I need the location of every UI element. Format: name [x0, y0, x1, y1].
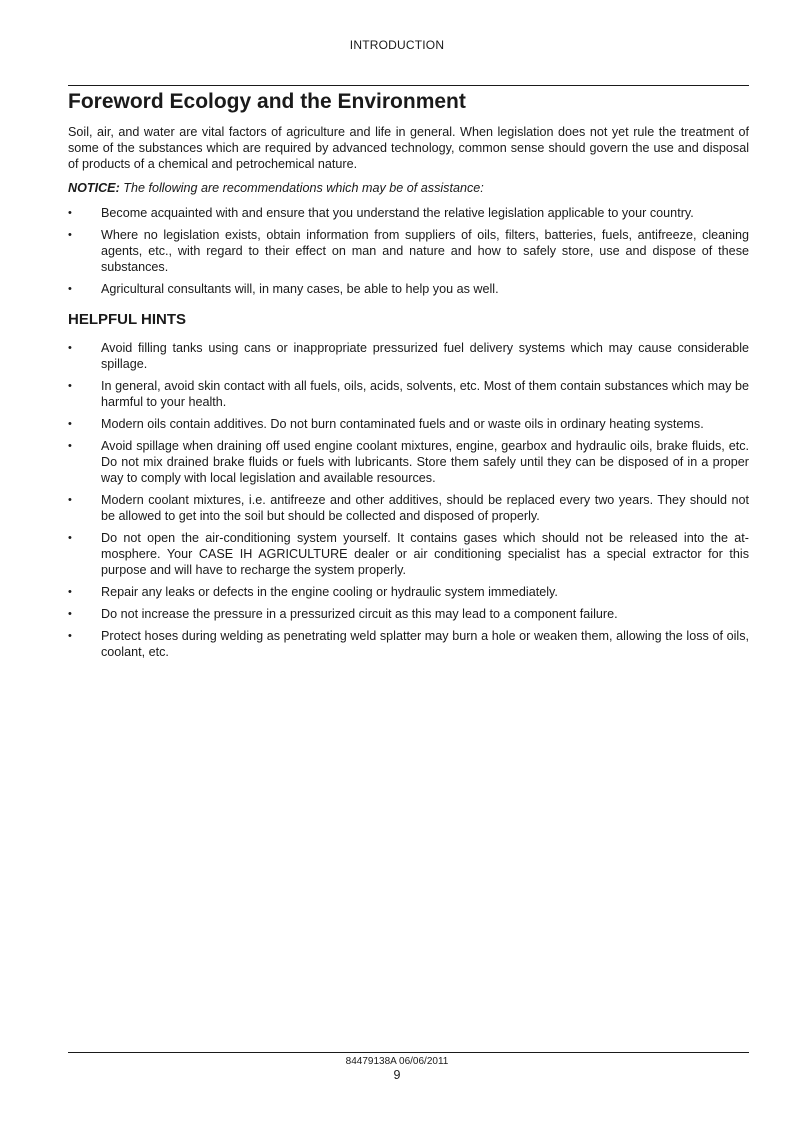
- header-rule: [68, 85, 749, 86]
- list-item: [68, 492, 749, 524]
- notice-text: The following are recommendations which may be of assistance:: [119, 181, 484, 195]
- list-item: [68, 606, 749, 622]
- list-item-text: Agricultural consultants will, in many cases, be able to help you as well.: [101, 282, 499, 296]
- list-item-text: Avoid filling tanks using cans or inappropriate pressurized fuel delivery systems which may cause considerable spillage.: [101, 341, 749, 371]
- list-item-text: Modern oils contain additives. Do not burn contaminated fuels and or waste oils in ordinary heating systems.: [101, 417, 704, 431]
- list-item: [68, 378, 749, 410]
- intro-paragraph: Soil, air, and water are vital factors of agriculture and life in general. When legislation does not yet rule the treatment of some of the substances which are required by advanced technology, common sense should govern the use and disposal of products of a chemical and petrochemical nature.: [68, 125, 749, 171]
- footer-rule: [68, 1052, 749, 1053]
- list-item-text: Where no legislation exists, obtain information from suppliers of oils, filters, batteries, fuels, antifreeze, cleaning agents, etc., with regard to their effect on man and nature and how to safely store, use and dispose of these substances.: [101, 228, 749, 274]
- list-item: [68, 281, 749, 297]
- running-header: INTRODUCTION: [349, 38, 445, 52]
- list-item: [68, 205, 749, 221]
- page-content: [68, 88, 749, 666]
- list-item-text: Do not open the air-conditioning system yourself. It contains gases which should not be released into the at-mosphere. Your CASE IH AGRICULTURE dealer or air conditioning specialist has a special extractor for this purpose and will have to recharge the system properly.: [101, 531, 749, 577]
- bullet-icon: •: [68, 380, 72, 392]
- bullet-icon: •: [68, 494, 72, 506]
- page-title: Foreword Ecology and the Environment: [68, 90, 466, 113]
- notice-label: NOTICE:: [68, 181, 120, 195]
- list-item: [68, 530, 749, 578]
- list-item: [68, 340, 749, 372]
- helpful-hints-list: [68, 340, 749, 660]
- list-item-text: Do not increase the pressure in a pressurized circuit as this may lead to a component failure.: [101, 607, 618, 621]
- document-id: 84479138A 06/06/2011: [345, 1056, 449, 1067]
- list-item-text: Protect hoses during welding as penetrating weld splatter may burn a hole or weaken them, allowing the loss of oils, coolant, etc.: [101, 629, 749, 659]
- list-item: [68, 227, 749, 275]
- bullet-icon: •: [68, 418, 72, 430]
- list-item: [68, 628, 749, 660]
- bullet-icon: •: [68, 207, 72, 219]
- notice-paragraph: [68, 180, 749, 196]
- bullet-icon: •: [68, 283, 72, 295]
- bullet-icon: •: [68, 630, 72, 642]
- helpful-hints-heading: HELPFUL HINTS: [68, 311, 187, 328]
- bullet-icon: •: [68, 229, 72, 241]
- bullet-icon: •: [68, 608, 72, 620]
- page-number: 9: [393, 1068, 401, 1082]
- bullet-icon: •: [68, 532, 72, 544]
- recommendations-list: [68, 205, 749, 297]
- bullet-icon: •: [68, 342, 72, 354]
- list-item: [68, 584, 749, 600]
- bullet-icon: •: [68, 440, 72, 452]
- bullet-icon: •: [68, 586, 72, 598]
- list-item-text: Repair any leaks or defects in the engine cooling or hydraulic system immediately.: [101, 585, 558, 599]
- list-item-text: Modern coolant mixtures, i.e. antifreeze and other additives, should be replaced every two years. They should not be allowed to get into the soil but should be collected and disposed of properly.: [101, 493, 749, 523]
- list-item: [68, 438, 749, 486]
- list-item-text: In general, avoid skin contact with all fuels, oils, acids, solvents, etc. Most of them contain substances which may be harmful to your health.: [101, 379, 749, 409]
- list-item-text: Avoid spillage when draining off used engine coolant mixtures, engine, gearbox and hydraulic oils, brake fluids, etc. Do not mix drained brake fluids or fuels with lubricants. Store them safely until they can be disposed of in a proper way to comply with local legislation and available resources.: [101, 439, 749, 485]
- list-item: [68, 416, 749, 432]
- list-item-text: Become acquainted with and ensure that you understand the relative legislation applicable to your country.: [101, 206, 694, 220]
